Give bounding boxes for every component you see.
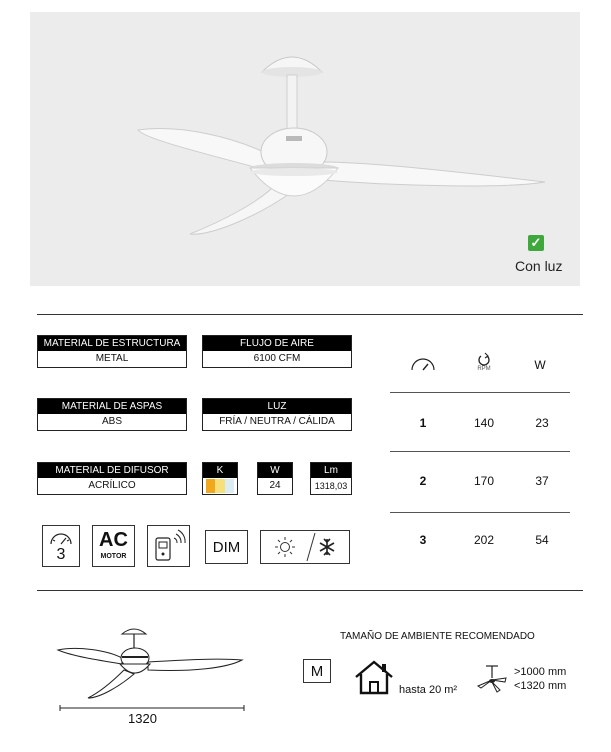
blade-value: ABS xyxy=(101,416,122,427)
speed-1: 1 xyxy=(419,416,427,430)
speed-2: 2 xyxy=(419,474,427,488)
fan-height-icon xyxy=(475,664,509,694)
fan-dimension-diagram xyxy=(52,620,252,715)
watts-1: 23 xyxy=(535,416,549,430)
remote-feature xyxy=(147,525,190,567)
divider xyxy=(37,314,583,315)
rpm-3: 202 xyxy=(473,533,495,547)
row-divider xyxy=(390,512,570,513)
airflow-value: 6100 CFM xyxy=(253,353,301,364)
divider xyxy=(37,590,583,591)
watts xyxy=(257,462,293,495)
room-size-badge xyxy=(303,659,331,683)
ac-motor-feature xyxy=(92,525,135,567)
summer-winter-feature xyxy=(260,530,350,564)
lumens-label: Lm xyxy=(311,463,351,478)
dimmable-feature xyxy=(205,530,248,564)
watts-label: W xyxy=(258,463,292,478)
speeds-count: 3 xyxy=(56,546,66,563)
row-divider xyxy=(390,451,570,452)
dim-label: DIM xyxy=(212,539,241,556)
cool-swatch xyxy=(225,479,234,493)
room-area: hasta 20 m² xyxy=(399,684,458,696)
light-label: Con luz xyxy=(515,258,563,274)
watts-2: 37 xyxy=(535,474,549,488)
structure-label: MATERIAL DE ESTRUCTURA xyxy=(38,336,186,351)
house-icon xyxy=(352,658,396,696)
light-type-label: LUZ xyxy=(203,399,351,414)
height-min: >1000 mm xyxy=(514,666,567,678)
structure-material xyxy=(37,335,187,368)
speed-3: 3 xyxy=(419,533,427,547)
room-size-title: TAMAÑO DE AMBIENTE RECOMENDADO xyxy=(340,631,535,642)
blade-label: MATERIAL DE ASPAS xyxy=(38,399,186,414)
check-icon: ✓ xyxy=(528,235,544,251)
airflow-label: FLUJO DE AIRE xyxy=(203,336,351,351)
motor-label: MOTOR xyxy=(100,553,127,560)
watts-header: W xyxy=(534,358,546,372)
k-swatches xyxy=(203,478,237,494)
sun-icon xyxy=(275,537,295,557)
structure-value: METAL xyxy=(95,353,129,364)
neutral-swatch xyxy=(215,479,224,493)
snowflake-icon xyxy=(320,539,334,555)
watts-3: 54 xyxy=(535,533,549,547)
rpm-label: RPM xyxy=(477,366,491,372)
rotation-icon xyxy=(476,352,492,366)
diffuser-label: MATERIAL DE DIFUSOR xyxy=(38,463,186,478)
diameter-value: 1320 xyxy=(128,711,157,726)
row-divider xyxy=(390,392,570,393)
warm-swatch xyxy=(206,479,215,493)
remote-icon xyxy=(148,526,189,566)
mode-divider xyxy=(307,533,315,561)
lumens-value: 1318,03 xyxy=(314,481,348,491)
ceiling-fan-illustration xyxy=(30,12,580,286)
airflow xyxy=(202,335,352,368)
diffuser-material xyxy=(37,462,187,495)
light-type xyxy=(202,398,352,431)
k-label: K xyxy=(203,463,237,478)
color-temperature xyxy=(202,462,238,495)
speedometer-icon xyxy=(408,355,438,373)
rpm-2: 170 xyxy=(473,474,495,488)
diffuser-value: ACRÍLICO xyxy=(88,480,136,491)
blade-material xyxy=(37,398,187,431)
lumens xyxy=(310,462,352,495)
motor-type: AC xyxy=(99,529,128,551)
rpm-1: 140 xyxy=(473,416,495,430)
room-size-value: M xyxy=(310,663,324,680)
product-image xyxy=(30,12,580,286)
season-mode-icons xyxy=(261,531,349,563)
light-type-value: FRÍA / NEUTRA / CÁLIDA xyxy=(219,416,335,427)
watts-value: 24 xyxy=(269,480,281,491)
height-max: <1320 mm xyxy=(514,680,567,692)
speeds-feature xyxy=(42,525,80,567)
